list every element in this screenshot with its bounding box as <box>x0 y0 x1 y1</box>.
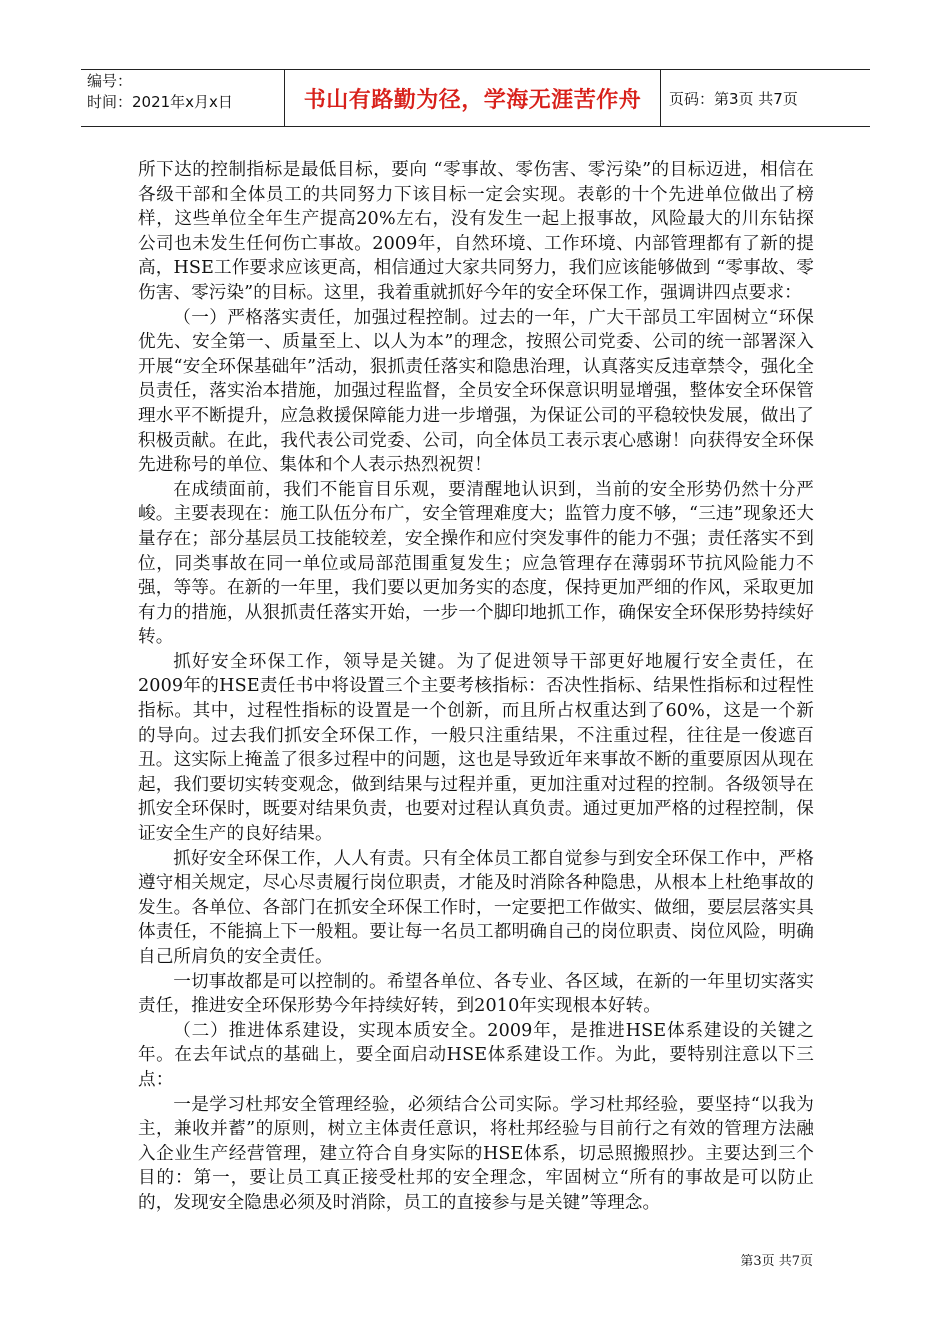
document-header <box>81 69 870 127</box>
paragraph: （一）严格落实责任，加强过程控制。过去的一年，广大干部员工牢固树立“环保优先、安全第一、质量至上、以人为本”的理念，按照公司党委、公司的统一部署深入开展“安全环保基础年”活动，狠抓责任落实和隐患治理，认真落实反违章禁令，强化全员责任，落实治本措施，加强过程监督，全员安全环保意识明显增强，整体安全环保管理水平不断提升，应急救援保障能力进一步增强，为保证公司的平稳较快发展，做出了积极贡献。在此，我代表公司党委、公司，向全体员工表示衷心感谢！向获得安全环保先进称号的单位、集体和个人表示热烈祝贺！ <box>138 307 814 476</box>
paragraph: （二）推进体系建设，实现本质安全。2009年，是推进HSE体系建设的关键之年。在去年试点的基础上，要全面启动HSE体系建设工作。为此，要特别注意以下三点： <box>138 1020 814 1090</box>
paragraph: 抓好安全环保工作，人人有责。只有全体员工都自觉参与到安全环保工作中，严格遵守相关规定，尽心尽责履行岗位职责，才能及时消除各种隐患，从根本上杜绝事故的发生。各单位、各部门在抓安全环保工作时，一定要把工作做实、做细，要层层落实具体责任，不能搞上下一般粗。要让每一名员工都明确自己的岗位职责、岗位风险，明确自己所肩负的安全责任。 <box>138 848 814 967</box>
page-footer: 第3页 共7页 <box>740 1254 813 1269</box>
header-page-code: 页码：第3页 共7页 <box>669 89 798 108</box>
paragraph: 所下达的控制指标是最低目标，要向 “零事故、零伤害、零污染”的目标迈进，相信在各级干部和全体员工的共同努力下该目标一定会实现。表彰的十个先进单位做出了榜样，这些单位全年生产提高20%左右，没有发生一起上报事故，风险最大的川东钻探公司也未发生任何伤亡事故。2009年，自然环境、工作环境、内部管理都有了新的提高，HSE工作要求应该更高，相信通过大家共同努力，我们应该能够做到 “零事故、零伤害、零污染”的目标。这里，我着重就抓好今年的安全环保工作，强调讲四点要求： <box>138 160 814 303</box>
doc-time-label: 时间：2021年x月x日 <box>87 93 233 111</box>
paragraph: 在成绩面前，我们不能盲目乐观，要清醒地认识到，当前的安全形势仍然十分严峻。主要表现在：施工队伍分布广，安全管理难度大；监管力度不够，“三违”现象还大量存在；部分基层员工技能较差，安全操作和应付突发事件的能力不强；责任落实不到位，同类事故在同一单位或局部范围重复发生；应急管理存在薄弱环节抗风险能力不强，等等。在新的一年里，我们要以更加务实的态度，保持更加严细的作风，采取更加有力的措施，从狠抓责任落实开始，一步一个脚印地抓工作，确保安全环保形势持续好转。 <box>138 479 814 648</box>
paragraph: 抓好安全环保工作，领导是关键。为了促进领导干部更好地履行安全责任，在2009年的HSE责任书中将设置三个主要考核指标：否决性指标、结果性指标和过程性指标。其中，过程性指标的设置是一个创新，而且所占权重达到了60%，这是一个新的导向。过去我们抓安全环保工作，一般只注重结果，不注重过程，往往是一俊遮百丑。这实际上掩盖了很多过程中的问题，这也是导致近年来事故不断的重要原因从现在起，我们要切实转变观念，做到结果与过程并重，更加注重对过程的控制。各级领导在抓安全环保时，既要对结果负责，也要对过程认真负责。通过更加严格的过程控制，保证安全生产的良好结果。 <box>138 651 814 845</box>
document-body <box>138 158 814 1216</box>
doc-number-label: 编号： <box>87 72 133 90</box>
paragraph: 一切事故都是可以控制的。希望各单位、各专业、各区域，在新的一年里切实落实责任，推进安全环保形势今年持续好转，到2010年实现根本好转。 <box>138 971 814 1017</box>
header-motto: 书山有路勤为径，学海无涯苦作舟 <box>284 70 661 126</box>
paragraph: 一是学习杜邦安全管理经验，必须结合公司实际。学习杜邦经验，要坚持“以我为主，兼收并蓄”的原则，树立主体责任意识，将杜邦经验与目前行之有效的管理方法融入企业生产经营管理，建立符合自身实际的HSE体系，切忌照搬照抄。主要达到三个目的：第一，要让员工真正接受杜邦的安全理念，牢固树立“所有的事故是可以防止的，发现安全隐患必须及时消除，员工的直接参与是关键”等理念。 <box>138 1094 814 1213</box>
header-meta <box>81 70 284 126</box>
